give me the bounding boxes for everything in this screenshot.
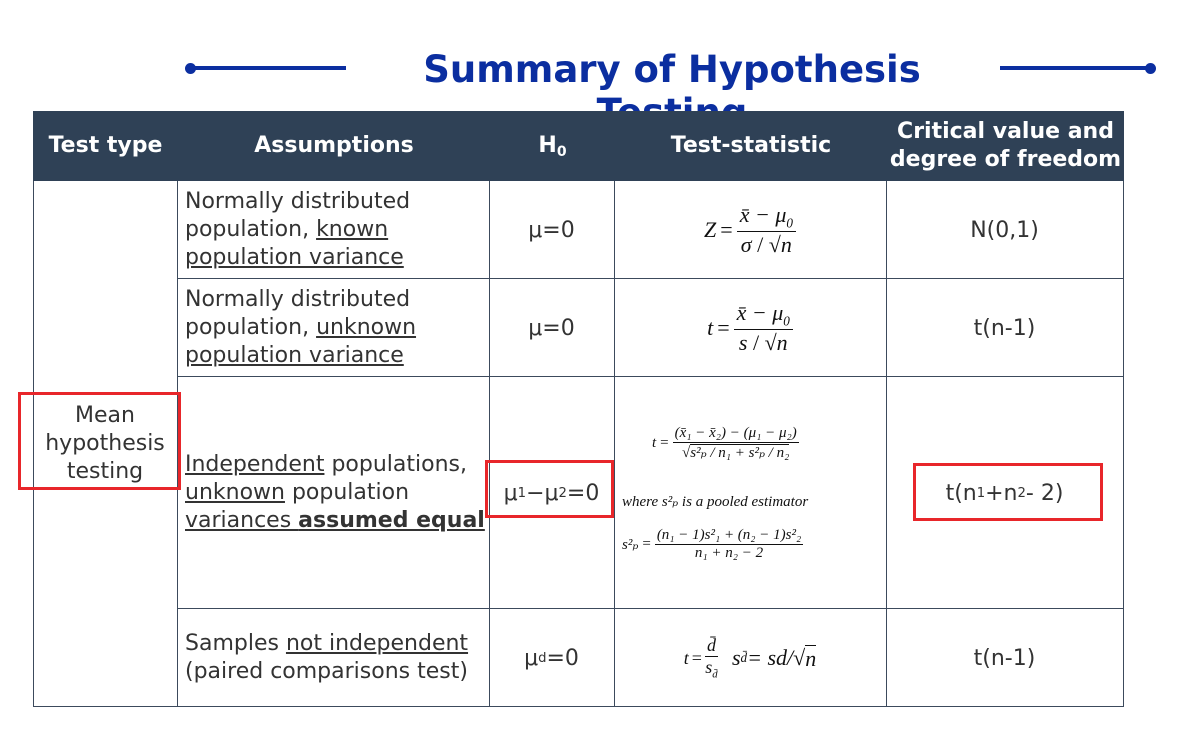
row4-assumption-line1a: Samples [185,631,286,656]
row2-stat-den-a: s [738,330,748,356]
test-type-line1: Mean [75,403,135,428]
row2-h0: μ=0 [528,315,575,341]
row4-h0-a: μ [524,645,539,671]
row3-h0-a: μ [503,480,518,506]
row4-stat-lhs: t [683,647,689,668]
row3-stat-pooled-den: n₁ + n₂ − 2 [694,544,764,561]
row3-h0-mid: −μ [526,480,559,506]
row3-stat-num: (x̄₁ − x̄₂) − (μ₁ − μ₂) [674,424,797,441]
row3-critical-a-sub: 1 [976,485,986,501]
highlight-box-mean-testing [18,392,181,490]
row2-assumption-line1: Normally distributed [185,287,411,312]
row2-assumption-line2b: unknown [316,315,417,340]
row4-stat-frac-num: d̄ [706,635,716,656]
row2-stat-den-b: n [776,330,788,356]
row4-stat-rhs-sub: d̄ [740,650,748,665]
row4-assumption-line2: (paired comparisons test) [185,659,468,684]
row3-critical-a: t(n [945,480,977,506]
test-type-line3: testing [66,459,144,484]
row3-assumption-line2a: unknown [185,480,285,505]
header-critical-line2: degree of freedom [889,147,1122,172]
highlight-box-h0 [485,460,614,518]
row3-critical-end: - 2) [1025,480,1064,506]
title-dot-right [1145,63,1156,74]
title-line-right [1000,66,1150,70]
row3-assumption-line1a: Independent [185,452,325,477]
row1-assumption-line2a: population, [185,217,317,242]
header-h0 [490,111,615,181]
header-critical-value [887,111,1124,181]
header-test-type: Test type [48,133,163,158]
row4-stat-frac-den-sub: d̄ [712,668,718,681]
row1-stat-lhs: Z [704,217,717,242]
highlight-box-critical [913,463,1103,521]
row1-h0: μ=0 [528,217,575,243]
row2-stat-num-sub: 0 [783,313,790,329]
table-header [33,111,1124,181]
test-type-line2: hypothesis [45,431,165,456]
row4-critical: t(n-1) [973,645,1036,671]
row2-critical: t(n-1) [973,315,1036,341]
row1-stat-den-a: σ [740,232,752,258]
row1-critical: N(0,1) [970,217,1039,243]
row3-assumption-line3b: assumed equal [298,508,485,533]
row3-assumption-line1b: populations, [324,452,467,477]
grid-line [1123,181,1124,707]
row3-h0-b-sub: 2 [558,485,567,501]
header-h0-label: H [538,133,557,158]
row4-statistic: t = $\frac{d̄}{s_{d̄}}$ s d̄ = sd/ √ n [683,635,817,681]
row4-stat-rhs: s [731,645,741,670]
row3-stat-where: where s²ₚ is a pooled estimator [622,493,809,510]
row1-assumption-line2b: known [316,217,389,242]
row3-critical-mid: +n [985,480,1018,506]
hypothesis-table [33,111,1124,707]
row1-stat-den-b: n [780,232,792,258]
row2-assumption-line3: population variance [185,343,404,368]
row4-h0-end: =0 [546,645,579,671]
row3-h0-a-sub: 1 [517,485,527,501]
row2-stat-lhs: t [707,315,714,340]
row3-stat-pooled-lhs: s²ₚ [622,536,639,553]
row1-statistic: Z = $\frac{x̄ - \mu_0}{\sigma / √n}$ [614,181,886,279]
header-test-statistic: Test-statistic [670,133,832,158]
row4-h0 [489,609,614,707]
row2-stat-num: x̄ − μ [736,299,784,325]
row3-assumption-line2b: population [284,480,410,505]
row3-stat-pooled-num: (n₁ − 1)s²₁ + (n₂ − 1)s²₂ [656,526,802,543]
row4-stat-frac-den: s [705,657,713,678]
row3-h0-end: =0 [566,480,600,506]
row3-statistic: t = $\frac{\text{(x̄₁ − x̄₂) − (μ₁ − μ₂)}}{\text{√s²ₚ / n₁ + s²ₚ / n₂}}$ where s²ₚ is a pooled estimator s²ₚ = $\frac{\text{(n₁ − 1)s²₁ + (n₂ − 1)s²₂}}{\text{n₁ + n₂ − 2}}$ [622,424,809,561]
header-assumptions: Assumptions [254,133,414,158]
row4-assumption [185,609,485,707]
row1-stat-num: x̄ − μ [739,201,787,227]
header-critical-line1: Critical value and [897,119,1114,144]
row3-assumption-line3a: variances [185,508,299,533]
row2-statistic: t = $\frac{x̄ - \mu_0}{s / √n}$ [614,279,886,377]
row3-stat-lhs: t [652,434,657,451]
row4-stat-rhs-root: n [805,645,817,671]
row3-assumption [185,377,485,609]
row3-critical-b-sub: 2 [1017,485,1026,501]
row1-stat-num-sub: 0 [786,215,793,231]
row4-h0-a-sub: d [538,650,547,666]
page-title: Summary of Hypothesis [423,48,921,91]
row2-assumption [185,279,485,377]
row1-assumption-line3: population variance [185,245,404,270]
row3-stat-den: s²ₚ / n₁ + s²ₚ / n₂ [690,444,790,461]
row4-stat-rhs-eq: = sd/ [747,645,794,670]
row1-assumption-line1: Normally distributed [185,189,411,214]
title-line-left [190,66,346,70]
row1-assumption [185,181,485,279]
row2-assumption-line2a: population, [185,315,317,340]
row4-assumption-line1b: not independent [285,631,469,656]
header-h0-sub: 0 [556,144,567,160]
